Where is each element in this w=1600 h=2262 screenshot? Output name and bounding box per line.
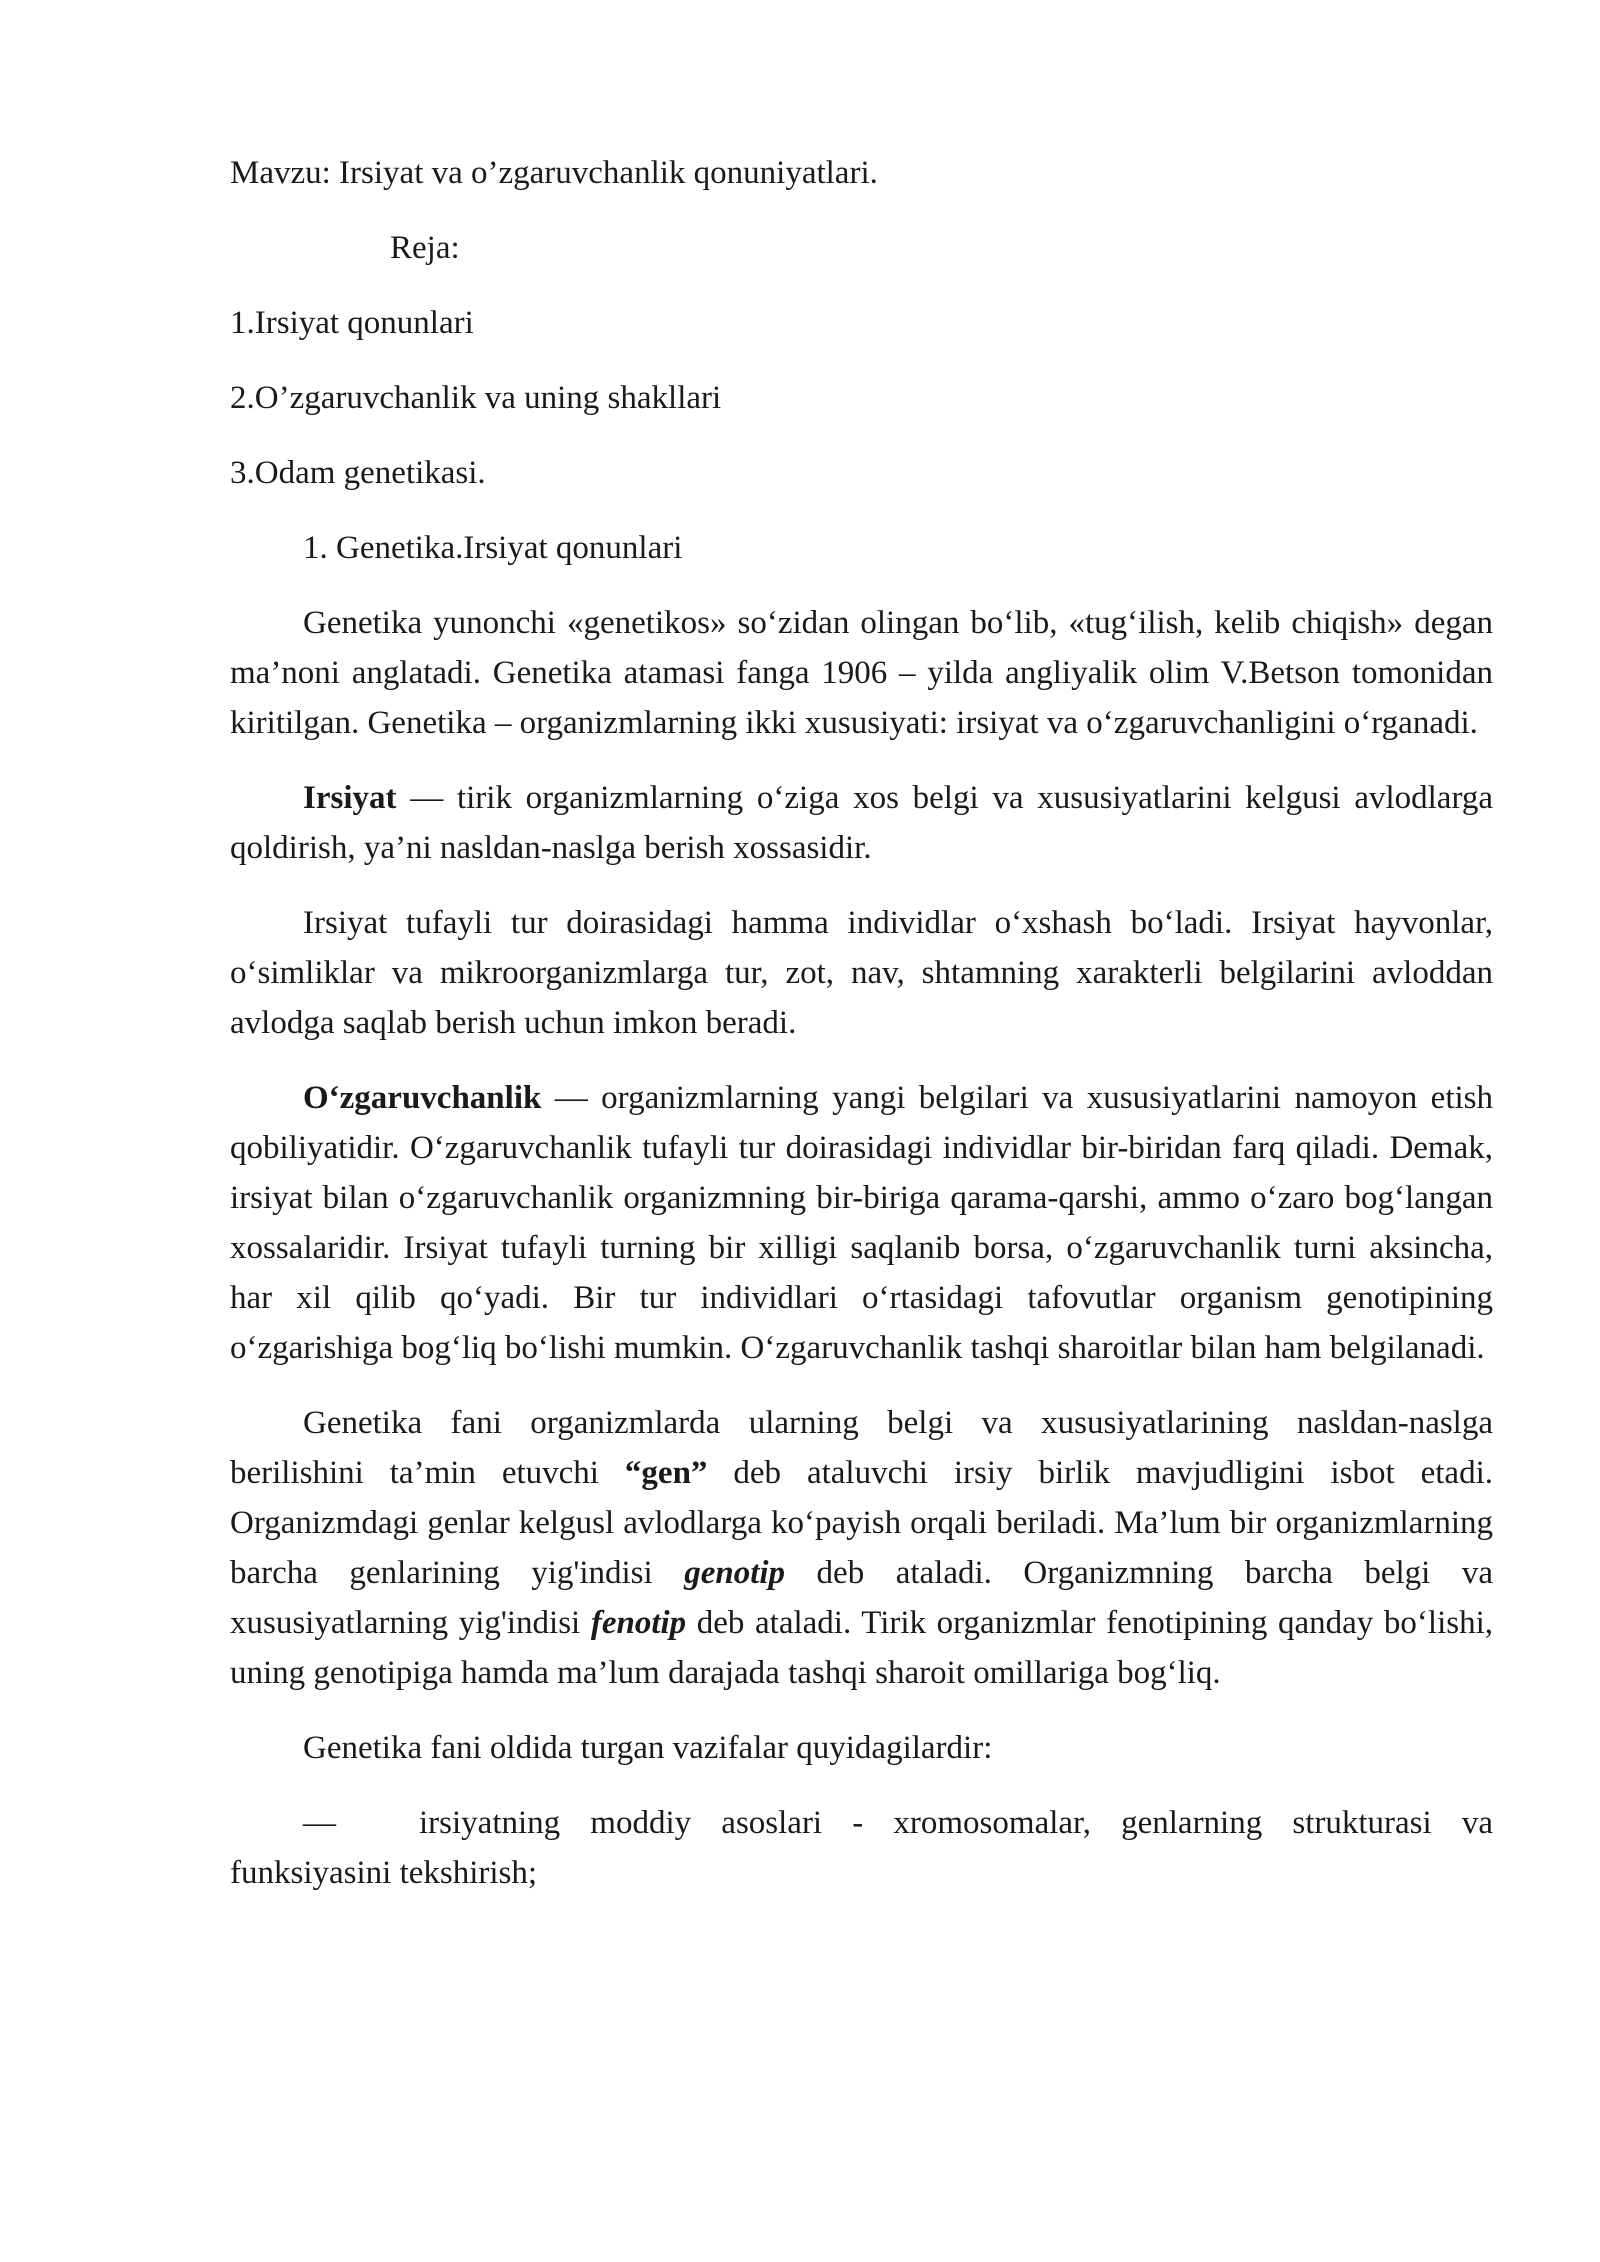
plan-item: 3.Odam genetikasi.	[230, 455, 486, 491]
list-item-text: irsiyatning moddiy asoslari - xromosomalar, genlarning strukturasi va funksiyasini tekshirish;	[230, 1805, 1493, 1891]
paragraph-genetika-definition: Genetika yunonchi «genetikos» so‘zidan olingan bo‘lib, «tug‘ilish, kelib chiqish» degan ma’noni anglatadi. Genetika atamasi fanga 1906 – yilda angliyalik olim V.Betson tomonidan kiritilgan. Genetika – organizmlarning ikki xususiyati: irsiyat va o‘zgaruvchanligini o‘rganadi.	[230, 605, 1493, 741]
paragraph-text: — organizmlarning yangi belgilari va xususiyatlarini namoyon etish qobiliyatidir. O‘zgaruvchanlik tufayli tur doirasidagi individlar bir-biridan farq qiladi. Demak, irsiyat bilan o‘zgaruvchanlik organizmning bir-biriga qarama-qarshi, ammo o‘zaro bog‘langan xossalaridir. Irsiyat tufayli turning bir xilligi saqlanib borsa, o‘zgaruvchanlik turni aksincha, har xil qilib qo‘yadi. Bir tur individlari o‘rtasidagi tafovutlar organism genotipining o‘zgarishiga bog‘liq bo‘lishi mumkin. O‘zgaruvchanlik tashqi sharoitlar bilan ham belgilanadi.	[230, 1080, 1493, 1366]
plan-item: 2.O’zgaruvchanlik va uning shakllari	[230, 380, 722, 416]
plan-title: Reja:	[390, 230, 460, 266]
list-item	[230, 1798, 1493, 1898]
term-gen: “gen”	[624, 1455, 708, 1491]
paragraph-text: Genetika fani organizmlarda ularning belgi va xususiyatlarining nasldan-naslga berilishini ta’min etuvchi	[230, 1405, 1493, 1491]
document-page	[230, 148, 1493, 1898]
paragraph-irsiyat	[230, 773, 1493, 873]
paragraph-gen-genotip-fenotip	[230, 1398, 1493, 1698]
term-irsiyat: Irsiyat	[303, 780, 397, 816]
paragraph-ozgaruvchanlik	[230, 1073, 1493, 1373]
term-ozgaruvchanlik: O‘zgaruvchanlik	[303, 1080, 542, 1116]
paragraph-text: — tirik organizmlarning o‘ziga xos belgi va xususiyatlarini kelgusi avlodlarga qoldirish, ya’ni nasldan-naslga berish xossasidir.	[230, 780, 1493, 866]
em-dash-bullet: —	[303, 1805, 336, 1841]
paragraph-tasks-intro: Genetika fani oldida turgan vazifalar quyidagilardir:	[303, 1730, 993, 1766]
paragraph-text: deb ataladi. Tirik organizmlar fenotipining qanday bo‘lishi, uning genotipiga hamda ma’lum darajada tashqi sharoit omillariga bog‘liq.	[230, 1605, 1494, 1691]
topic-heading: Mavzu: Irsiyat va o’zgaruvchanlik qonuniyatlari.	[230, 155, 878, 191]
paragraph-text: deb ataladi. Organizmning barcha belgi va xususiyatlarning yig'indisi	[230, 1555, 1493, 1641]
term-fenotip: fenotip	[590, 1605, 687, 1641]
paragraph-irsiyat-details: Irsiyat tufayli tur doirasidagi hamma individlar o‘xshash bo‘ladi. Irsiyat hayvonlar, o‘simliklar va mikroorganizmlarga tur, zot, nav, shtamning xarakterli belgilarini avloddan avlodga saqlab berish uchun imkon beradi.	[230, 905, 1493, 1041]
section-title: 1. Genetika.Irsiyat qonunlari	[303, 530, 683, 566]
plan-item: 1.Irsiyat qonunlari	[230, 305, 474, 341]
paragraph-text: deb ataluvchi irsiy birlik mavjudligini isbot etadi. Organizmdagi genlar kelgusl avlodlarga ko‘payish orqali beriladi. Ma’lum bir organizmlarning barcha genlarining yig'indisi	[230, 1455, 1493, 1591]
term-genotip: genotip	[684, 1555, 786, 1591]
